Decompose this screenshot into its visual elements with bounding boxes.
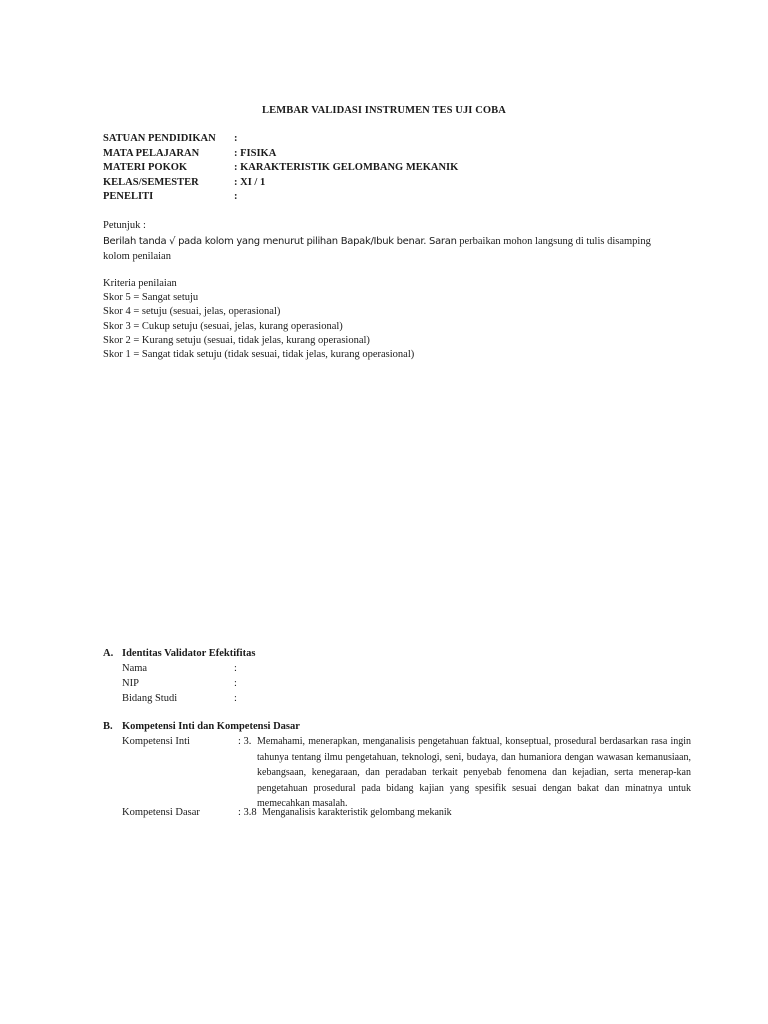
kriteria-item: Skor 1 = Sangat tidak setuju (tidak sesuai, tidak jelas, kurang operasional) bbox=[103, 349, 415, 360]
validator-bidang-value: : bbox=[234, 693, 237, 704]
petunjuk-label: Petunjuk : bbox=[103, 220, 146, 231]
validator-nip-label: NIP bbox=[122, 678, 139, 689]
header-label-satuan: SATUAN PENDIDIKAN bbox=[103, 133, 216, 144]
header-label-materi: MATERI POKOK bbox=[103, 162, 188, 173]
kompetensi-inti-label: Kompetensi Inti bbox=[122, 736, 190, 747]
section-a-title: Identitas Validator Efektifitas bbox=[122, 648, 256, 659]
header-value-mapel: : FISIKA bbox=[234, 148, 277, 159]
section-a-letter: A. bbox=[103, 648, 114, 659]
kriteria-item: Skor 2 = Kurang setuju (sesuai, tidak jelas, kurang operasional) bbox=[103, 335, 370, 346]
kriteria-item: Skor 5 = Sangat setuju bbox=[103, 292, 199, 303]
validator-nip-value: : bbox=[234, 678, 237, 689]
header-label-kelas: KELAS/SEMESTER bbox=[103, 177, 199, 188]
kompetensi-inti-text: Memahami, menerapkan, menganalisis pengetahuan faktual, konseptual, prosedural berdasarkan rasa ingin tahunya tentang ilmu pengetahuan, teknologi, seni, budaya, dan humaniora dengan wawasan kemanusiaan, kebangsaan, kenegaraan, dan peradaban terkait penyebab fenomena dan kejadian, serta menerap-kan pengetahuan prosedural pada bidang kajian yang spesifik sesuai dengan bakat dan minatnya untuk memecahkan masalah. bbox=[257, 736, 691, 809]
kompetensi-dasar-number: : 3.8 bbox=[238, 807, 257, 818]
section-b-title: Kompetensi Inti dan Kompetensi Dasar bbox=[122, 721, 300, 732]
petunjuk-handwritten-text: Berilah tanda √ pada kolom yang menurut pilihan Bapak/Ibuk benar. Saran bbox=[103, 236, 457, 247]
header-label-mapel: MATA PELAJARAN bbox=[103, 148, 200, 159]
header-value-materi: : KARAKTERISTIK GELOMBANG MEKANIK bbox=[234, 162, 459, 173]
kriteria-item: Skor 4 = setuju (sesuai, jelas, operasional) bbox=[103, 306, 281, 317]
kompetensi-dasar-text: Menganalisis karakteristik gelombang mekanik bbox=[262, 807, 452, 818]
document-title: LEMBAR VALIDASI INSTRUMEN TES UJI COBA bbox=[262, 105, 506, 116]
header-value-satuan: : bbox=[234, 133, 238, 144]
section-b-letter: B. bbox=[103, 721, 113, 732]
kriteria-label: Kriteria penilaian bbox=[103, 278, 177, 289]
validator-name-value: : bbox=[234, 663, 237, 674]
validator-name-label: Nama bbox=[122, 663, 148, 674]
petunjuk-rest-text: perbaikan mohon langsung di tulis disamping kolom penilaian bbox=[103, 236, 651, 262]
kompetensi-dasar-label: Kompetensi Dasar bbox=[122, 807, 200, 818]
header-value-peneliti: : bbox=[234, 191, 238, 202]
kompetensi-inti-number: : 3. bbox=[238, 736, 252, 747]
validator-bidang-label: Bidang Studi bbox=[122, 693, 178, 704]
header-label-peneliti: PENELITI bbox=[103, 191, 154, 202]
header-value-kelas: : XI / 1 bbox=[234, 177, 266, 188]
kriteria-item: Skor 3 = Cukup setuju (sesuai, jelas, kurang operasional) bbox=[103, 321, 343, 332]
petunjuk-text bbox=[103, 234, 675, 264]
